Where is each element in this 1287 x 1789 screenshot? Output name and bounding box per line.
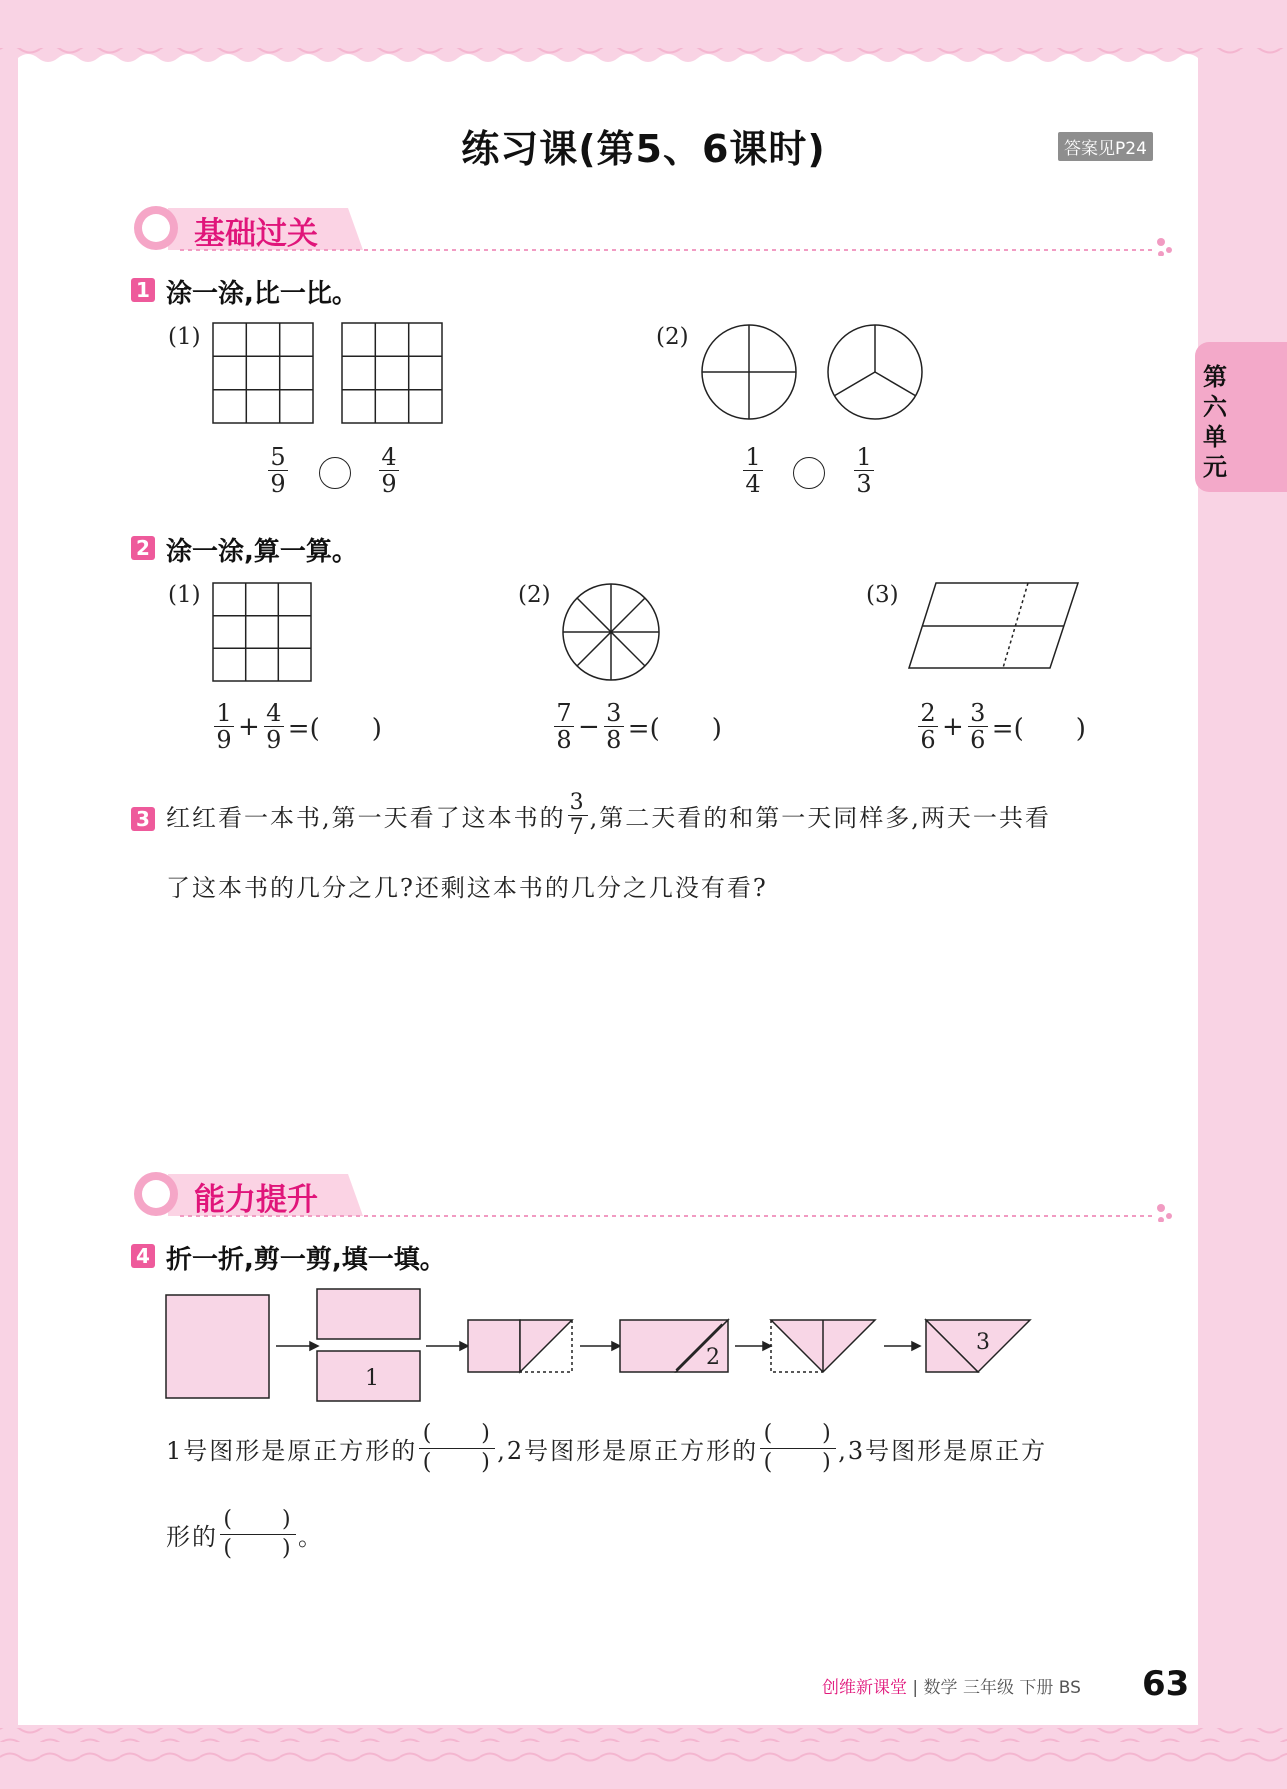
q2-sub-label-1: (1) <box>168 582 201 608</box>
question-number-2: 2 <box>131 536 155 560</box>
section-title-basic: 基础过关 <box>194 216 318 252</box>
q1-fraction-1-4: 1 4 <box>743 444 763 497</box>
q1-fraction-1-3: 1 3 <box>854 444 874 497</box>
unit-side-tab-label: 第六单元 <box>1203 363 1227 481</box>
q1-grid-figures <box>212 322 444 426</box>
page-number: 63 <box>1142 1664 1190 1704</box>
q2-answer-blank-2[interactable]: =( ) <box>627 714 722 744</box>
q2-sub-label-2: (2) <box>518 582 551 608</box>
q2-sub-label-3: (3) <box>866 582 899 608</box>
q2-parallelogram <box>908 582 1080 670</box>
q2-equation-2: $\frac{7}{8}$ − $\frac{3}{8}$ =( ) <box>554 700 722 753</box>
question-number-4: 4 <box>131 1244 155 1268</box>
question-3-line-2: 了这本书的几分之几?还剩这本书的几分之几没有看? <box>166 874 768 902</box>
question-4-text: 折一折,剪一剪,填一填。 <box>166 1245 446 1275</box>
q4-folding-sequence <box>160 1285 1050 1405</box>
question-2-text: 涂一涂,算一算。 <box>166 537 358 567</box>
question-1-text: 涂一涂,比一比。 <box>166 279 358 309</box>
q2-grid-figure <box>212 582 314 684</box>
q4-blank-fraction-1[interactable]: $\frac{( )}{( )}$ <box>417 1420 497 1477</box>
question-3-line-1: 红红看一本书,第一天看了这本书的 $\frac{3}{7}$ ,第二天看的和第一天同样多,两天一共看 <box>166 790 1051 840</box>
section-title-advanced: 能力提升 <box>194 1182 318 1218</box>
q2-circle-eighths <box>561 582 661 682</box>
q4-fill-line-2: 形的 $\frac{( )}{( )}$ 。 <box>166 1507 324 1561</box>
q2-equation-1: $\frac{1}{9}$ + $\frac{4}{9}$ =( ) <box>214 700 382 753</box>
question-number-3: 3 <box>131 807 155 831</box>
q1-compare-circle-2[interactable] <box>793 457 825 489</box>
q4-shape-label-1: 1 <box>365 1366 379 1391</box>
q1-circle-figures <box>700 322 926 422</box>
q4-shape-label-2: 2 <box>706 1345 720 1370</box>
q4-shape-label-3: 3 <box>976 1330 990 1355</box>
q1-sub-label-1: (1) <box>168 324 201 350</box>
q2-equation-3: $\frac{2}{6}$ + $\frac{3}{6}$ =( ) <box>918 700 1086 753</box>
q1-fraction-5-9: 5 9 <box>268 444 288 497</box>
page-title: 练习课(第5、6课时) <box>461 127 826 171</box>
q4-blank-fraction-3[interactable]: $\frac{( )}{( )}$ <box>218 1506 298 1563</box>
q4-fill-line-1: 1号图形是原正方形的 $\frac{( )}{( )}$ ,2号图形是原正方形的 $\frac{( )}{( )}$ ,3号图形是原正方 <box>166 1421 1048 1475</box>
q1-compare-circle-1[interactable] <box>319 457 351 489</box>
footer-brand: 创维新课堂 <box>822 1678 907 1698</box>
q2-answer-blank-3[interactable]: =( ) <box>991 714 1086 744</box>
footer-book-info: | 数学 三年级 下册 BS <box>912 1678 1081 1698</box>
footer-info <box>822 1673 1081 1698</box>
q2-answer-blank-1[interactable]: =( ) <box>287 714 382 744</box>
q1-sub-label-2: (2) <box>656 324 689 350</box>
question-number-1: 1 <box>131 278 155 302</box>
q1-fraction-4-9: 4 9 <box>379 444 399 497</box>
q4-blank-fraction-2[interactable]: $\frac{( )}{( )}$ <box>758 1420 838 1477</box>
answer-reference-tag: 答案见P24 <box>1058 132 1153 161</box>
